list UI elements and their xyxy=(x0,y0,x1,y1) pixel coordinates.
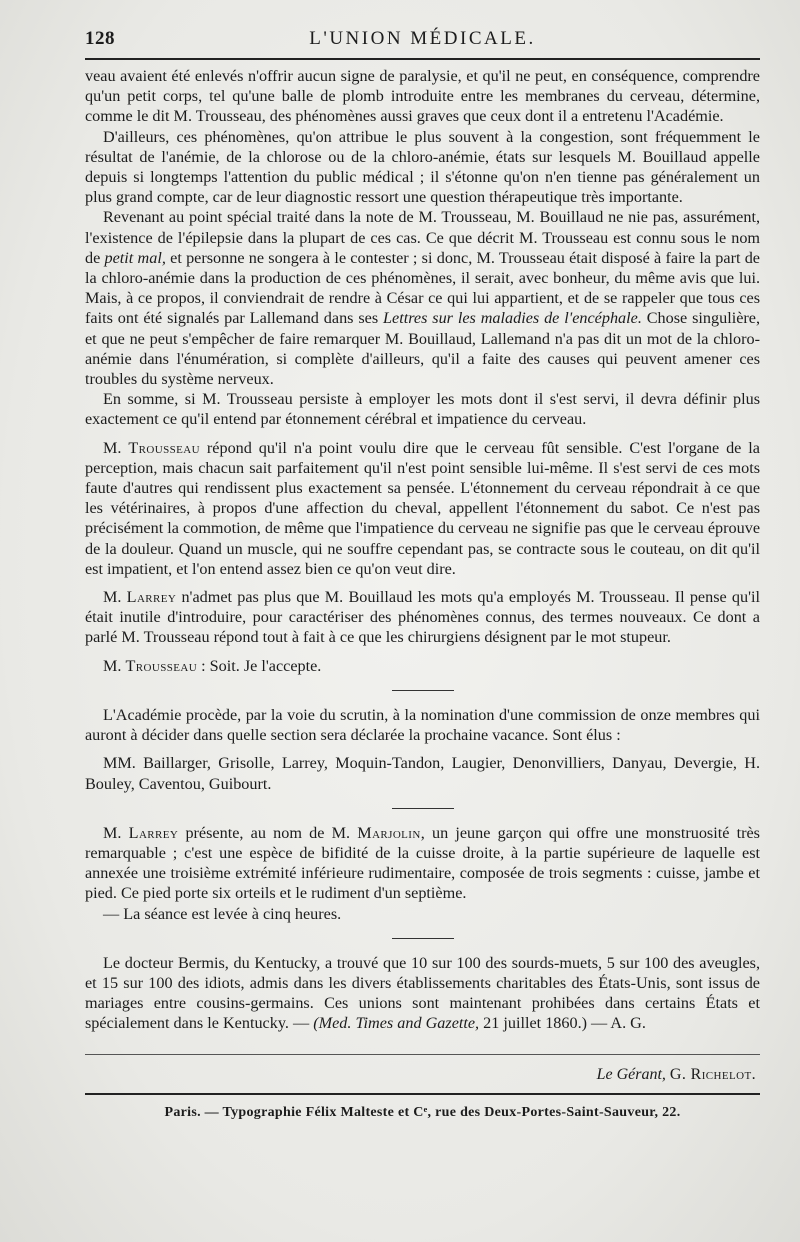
speaker-name: Trousseau xyxy=(128,438,200,457)
paragraph-continuation: veau avaient été enlevés n'offrir aucun signe de paralysie, et qu'il ne peut, en conséquence, comprendre qu'un petit corps, tel qu'une balle de plomb introduite entre les membranes du cerveau, détermine, comme le dit M. Trousseau, des phénomènes aussi graves que ceux dont il a entretenu l'Académie. xyxy=(85,67,760,126)
paragraph-larrey xyxy=(85,587,760,648)
speaker-name: Marjolin xyxy=(357,823,421,842)
paragraph-bermis xyxy=(85,953,760,1034)
speaker-prefix: M. xyxy=(103,656,126,675)
section-separator xyxy=(392,938,454,939)
speaker-prefix: M. xyxy=(103,823,129,842)
speaker-name: Trousseau xyxy=(125,656,198,675)
paragraph-en-somme: En somme, si M. Trousseau persiste à employer les mots dont il s'est servi, il devra définir plus exactement ce qu'il entend par étonnement cérébral et impatience du cerveau. xyxy=(85,390,760,429)
imprint-rule xyxy=(85,1093,760,1095)
paragraph-epilepsie xyxy=(85,207,760,389)
citation-source: (Med. Times and Gazette, xyxy=(313,1014,480,1033)
paragraph-anemie: D'ailleurs, ces phénomènes, qu'on attribue le plus souvent à la congestion, sont fréquemment le résultat de l'anémie, de la chlorose ou de la chloro-anémie, états sur lesquels M. Bouillaud appelle depuis si longtemps l'attention du public médical ; il s'étonne qu'on n'en tienne pas généralement un plus grand compte, car de leur diagnostic ressort une question thérapeutique très importante. xyxy=(85,127,760,207)
paragraph-text: présente, au nom de M. xyxy=(178,823,358,842)
book-title: Lettres sur les maladies de l'encéphale. xyxy=(383,309,642,328)
speaker-name: Larrey xyxy=(126,588,177,607)
section-separator xyxy=(392,690,454,691)
section-separator xyxy=(392,808,454,809)
running-title: L'UNION MÉDICALE. xyxy=(309,28,536,49)
paragraph-trousseau-reply xyxy=(85,438,760,579)
paragraph-text: répond qu'il n'a point voulu dire que le cerveau fût sensible. C'est l'organe de la perception, mais chacun sait parfaitement qu'il n'est point sensible lui-même. Il s'est servi de ces mots faute d'autres qui rendissent plus exactement sa pensée. L'étonnement du cerveau répondrait à ce que les vétérinaires, à propos d'une affection du cheval, appellent l'étonnement du sabot. Ce n'est pas précisément la commotion, de même que l'impatience du cerveau ne signifie pas que le cerveau éprouve de la douleur. Quand un muscle, qui ne souffre cependant pas, se contracte sous le couteau, on dit qu'il est impatient, et l'on entend assez bien ce qu'on veut dire. xyxy=(85,438,760,578)
speaker-prefix: M. xyxy=(103,438,129,457)
page-number: 128 xyxy=(85,28,115,49)
signature-role: Le Gérant, xyxy=(596,1065,666,1083)
paragraph-text: Revenant au point spécial traité dans la note de M. Trousseau, M. Bouillaud ne nie pas, assurément, l'existence de l'épilepsie dans la plupart de ces cas. Ce que décrit M. Trousseau est connu sous le nom de xyxy=(85,208,760,267)
speaker-name: Larrey xyxy=(128,823,179,842)
page-header xyxy=(85,22,760,58)
article-body xyxy=(85,66,760,1123)
paragraph-text: : Soit. Je l'accepte. xyxy=(197,656,322,675)
paragraph-elected-members: MM. Baillarger, Grisolle, Larrey, Moquin-Tandon, Laugier, Denonvilliers, Danyau, Devergie, H. Bouley, Caventou, Guibourt. xyxy=(85,754,760,793)
paragraph-text: , un jeune garçon qui offre une monstruosité très remarquable ; c'est une espèce de bifidité de la cuisse droite, à la partie supérieure de laquelle est annexée une troisième extrémité inférieure rudimentaire, composée de trois segments : cuisse, jambe et pied. Ce pied porte six orteils et le rudiment d'un septième. xyxy=(85,823,760,903)
paragraph-text: Le docteur Bermis, du Kentucky, a trouvé que 10 sur 100 des sourds-muets, 5 sur 100 des aveugles, et 15 sur 100 des idiots, admis dans les divers établissements charitables des États-Unis, sont issus de mariages entre cousins-germains. Ces unions sont maintenant prohibées dans certains États et spécialement dans le Kentucky. — xyxy=(85,953,760,1033)
paragraph-seance-close: — La séance est levée à cinq heures. xyxy=(103,904,342,923)
paragraph-text: Chose singulière, et que ne peut s'empêcher de faire remarquer M. Bouillaud, Lallemand n'a pas dit un mot de la chloro-anémie dans l'énumération, si complète d'ailleurs, qu'il a faite des causes qui peuvent amener ces troubles du système nerveux. xyxy=(85,309,761,389)
signature-name: G. Richelot. xyxy=(669,1065,756,1083)
paragraph-scrutin: L'Académie procède, par la voie du scrutin, à la nomination d'une commission de onze membres qui auront à décider dans quelle section sera déclarée la prochaine vacance. Sont élus : xyxy=(85,705,760,745)
paragraph-text: n'admet pas plus que M. Bouillaud les mots qu'a employés M. Trousseau. Il pense qu'il était inutile d'introduire, pour caractériser des phénomènes connus, des termes nouveaux. Ce dont a parlé M. Trousseau répond tout à fait à ce que les chirurgiens désignent par le mot stupeur. xyxy=(85,588,760,647)
signature xyxy=(85,1065,760,1085)
paragraph-monstruosite xyxy=(85,823,760,904)
petit-mal-term: petit mal, xyxy=(104,248,166,267)
header-rule xyxy=(85,58,760,60)
printer-imprint: Paris. — Typographie Félix Malteste et Cᵉ, rue des Deux-Portes-Saint-Sauveur, 22. xyxy=(164,1104,681,1120)
signature-rule xyxy=(85,1054,760,1055)
paragraph-trousseau-accept xyxy=(85,656,760,676)
paragraph-text: et personne ne songera à le contester ; si donc, M. Trousseau était disposé à faire la part de la chloro-anémie dans la production de ces phénomènes, il serait, avec bonheur, du même avis que lui. Mais, à ce propos, il conviendrait de rendre à César ce qui lui appartient, et de se rappeler que tous ces faits ont été signalés par Lallemand dans ses xyxy=(85,248,760,328)
speaker-prefix: M. xyxy=(103,588,127,607)
paragraph-text: 21 juillet 1860.) — A. G. xyxy=(479,1014,646,1033)
